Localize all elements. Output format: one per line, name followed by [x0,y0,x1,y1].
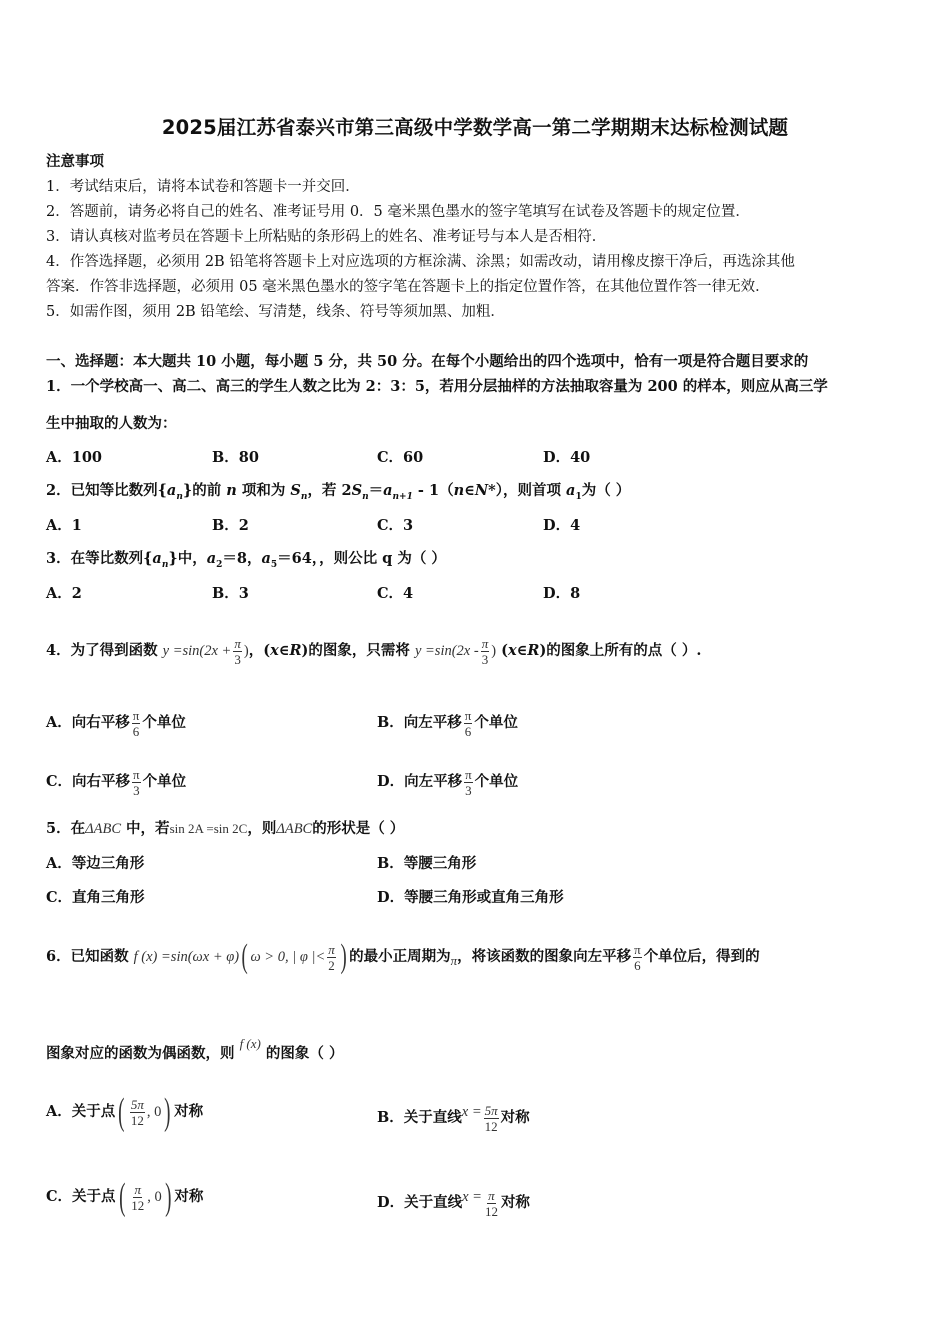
q4-var: x [507,642,517,659]
q5-math: ΔABC [276,821,313,837]
frac-num: π [488,1187,495,1203]
q3-sub: n [161,559,169,570]
q4-frac [233,636,242,667]
opt-paren: ) [164,1091,171,1133]
q1-option-c: C．60 [377,449,424,466]
frac-den: 6 [132,723,140,739]
frac-den: 3 [133,782,140,798]
frac-num: 5π [484,1102,498,1118]
opt-math: , 0 [146,1104,162,1120]
frac-den: 12 [130,1112,144,1128]
q5-seg: 的形状是（ ） [312,820,405,837]
opt-frac [130,1097,145,1128]
q2-seg: - 1（ [412,482,454,499]
q3-seg: ＝8， [222,550,262,567]
note-item: 答案．作答非选择题，必须用 05 毫米黑色墨水的签字笔在答题卡上的指定位置作答，在其他位置作答一律无效． [46,279,770,295]
frac-den: 3 [234,651,241,667]
question-2-text [46,481,630,507]
q3-var: a [152,550,162,567]
q4-formula: y =sin(2x + [162,643,232,659]
q6-option-b [377,1090,530,1140]
opt-paren: ( [118,1176,126,1218]
opt-frac [484,1103,499,1134]
q5-option-b: B．等腰三角形 [377,855,477,872]
note-item: 4．作答选择题，必须用 2B 铅笔将答题卡上对应选项的方框涂满、涂黑；如需改动，请用橡皮擦干净后，再选涂其他 [46,254,795,270]
q6-option-d [377,1175,530,1225]
frac-den: 12 [131,1197,145,1213]
q2-sub: n [300,491,308,502]
q2-seg: ＝ [368,482,384,499]
q2-sub: 1 [575,491,582,502]
q6-frac [327,942,336,973]
opt-math: , 0 [147,1189,162,1205]
opt-text: 对称 [174,1103,204,1120]
q4-seg: ∈ [278,642,290,659]
q2-var: S [290,482,301,499]
q2-var: n [453,482,465,499]
opt-frac [132,767,141,798]
opt-text: 对称 [500,1109,530,1126]
q5-option-d: D．等腰三角形或直角三角形 [377,889,564,906]
q4-paren: ) [243,643,249,659]
opt-text: D．向左平移 [377,773,463,790]
opt-text: A．关于点 [46,1103,116,1120]
opt-text: 对称 [500,1194,530,1211]
q4-var: R [527,642,540,659]
question-4-text: 4．为了得到函数 y =sin(2x + $\frac{\pi}{3}$ )，(x∈R)的图象，只需将 y =sin(2x - $\frac{\pi}{3}$ ) (x∈R)的图象上所有的点（ ）. [46,635,702,667]
q6-seg: ，将该函数的图象向左平移 [457,948,632,965]
q2-var: a [383,482,393,499]
q2-seg: 为（ ） [581,482,631,499]
opt-text: B．向左平移 [377,714,462,731]
frac-den: 3 [481,651,489,667]
note-item: 5．如需作图，须用 2B 铅笔绘、写清楚，线条、符号等须加黑、加粗． [46,304,505,320]
question-6-text [46,937,760,981]
q3-var: a [206,550,217,567]
q5-math: ΔABC [85,821,121,837]
q2-var: n [226,482,237,499]
q4-var: x [270,642,279,659]
frac-num: π [634,941,641,957]
frac-num: π [133,766,140,782]
q6-formula: f (x) =sin(ωx + φ) [133,949,240,965]
frac-den: 12 [484,1203,498,1219]
frac-den: 6 [634,957,641,973]
q5-seg: ，则 [247,820,277,837]
q2-seg: ，若 2 [307,482,352,499]
frac-num: π [134,1181,141,1197]
q1-option-b: B．80 [212,449,259,466]
q2-var: S [351,482,363,499]
opt-text: 个单位 [474,773,519,790]
q6-seg: 6．已知函数 [46,948,134,965]
q2-seg: 项和为 [236,482,291,499]
frac-den: 3 [465,782,472,798]
q3-option-b: B．3 [212,585,249,602]
note-item: 3．请认真核对监考员在答题卡上所粘贴的条形码上的姓名、准考证号与本人是否相符． [46,229,607,245]
opt-frac [464,767,473,798]
q4-seg: 4．为了得到函数 [46,642,163,659]
frac-num: π [465,766,472,782]
q4-seg: )的图象，只需将 [301,642,415,659]
q2-sub: n [362,491,369,502]
q4-paren: ) [491,643,497,659]
section-heading: 一、选择题：本大题共 10 小题，每小题 5 分，共 50 分。在每个小题给出的四个选项中，恰有一项是符合题目要求的 [46,353,809,370]
opt-paren: ) [164,1176,172,1218]
q2-option-c: C．3 [377,517,414,534]
notes-heading: 注意事项 [46,153,104,170]
q3-option-d: D．8 [543,585,581,602]
q5-seg: 中，若 [121,820,170,837]
frac-den: 12 [484,1118,498,1134]
opt-text: 个单位 [142,773,187,790]
opt-frac [132,708,141,739]
frac-num: π [234,635,241,651]
q6-condition: ω > 0, | φ |< [250,949,326,965]
q2-seg: }的前 [182,482,227,499]
q4-option-a [46,704,186,742]
opt-paren: ( [118,1091,125,1133]
question-6-text-cont [46,1024,343,1074]
q2-var: a [566,482,576,499]
q2-var: a [166,482,177,499]
q6-option-c [46,1175,203,1219]
q3-var: q [382,550,393,567]
q4-var: R [289,642,302,659]
note-item: 2．答题前，请务必将自己的姓名、准考证号用 0．5 毫米黑色墨水的签字笔填写在试卷及答题卡的规定位置． [46,204,750,220]
q3-var: a [261,550,271,567]
q6-seg: 图象对应的函数为偶函数，则 [46,1045,240,1062]
opt-text: D．关于直线 [377,1194,463,1211]
q4-formula: y =sin(2x - [414,643,479,659]
q3-option-c: C．4 [377,585,414,602]
frac-num: 5π [130,1096,144,1112]
q4-seg: ∈ [516,642,528,659]
opt-text: 个单位 [474,714,518,731]
opt-text: 个单位 [142,714,186,731]
q6-seg: 的图象（ ） [260,1045,344,1062]
q2-seg: ∈ [464,482,475,499]
note-item: 1．考试结束后，请将本试卷和答题卡一并交回． [46,179,360,195]
q5-math: sin 2A =sin 2C [169,821,248,836]
q4-option-c [46,763,186,801]
frac-den: 6 [464,723,472,739]
q4-seg: ，( [248,642,271,659]
opt-text: 对称 [174,1188,204,1205]
page-title: 2025届江苏省泰兴市第三高级中学数学高一第二学期期末达标检测试题 [161,116,789,139]
q6-fx: f (x) [239,1036,261,1051]
q1-option-d: D．40 [543,449,591,466]
q2-option-a: A．1 [46,517,82,534]
q4-option-b [377,704,518,742]
opt-math: x = [461,1104,482,1120]
q2-option-d: D．4 [543,517,581,534]
frac-den: 2 [328,957,335,973]
q6-seg: 个单位后，得到的 [643,948,760,965]
q6-option-a [46,1090,203,1134]
question-3-text [46,549,446,575]
q2-seg: 2．已知等比数列{ [46,482,167,499]
frac-num: π [132,707,140,723]
opt-text: C．关于点 [46,1188,116,1205]
question-1-text-cont: 生中抽取的人数为： [46,415,177,432]
q3-seg: ＝64，，则公比 [277,550,383,567]
frac-num: π [481,635,489,651]
q2-sub: n+1 [392,491,413,502]
question-1-text: 1．一个学校高一、高二、高三的学生人数之比为 2：3：5，若用分层抽样的方法抽取容量为 200 的样本，则应从高三学 [46,378,828,395]
opt-frac [464,708,473,739]
q6-period: π [450,953,458,968]
q3-seg: 3．在等比数列{ [46,550,153,567]
q1-option-a: A．100 [46,449,103,466]
q3-sub: 2 [216,559,223,570]
opt-frac [130,1182,145,1213]
q6-paren: ( [241,938,248,975]
frac-num: π [464,707,472,723]
q2-sub: n [176,491,183,502]
q3-seg: 为（ ） [392,550,446,567]
q5-seg: 5．在 [46,820,86,837]
q5-option-c: C．直角三角形 [46,889,145,906]
q5-option-a: A．等边三角形 [46,855,145,872]
opt-text: C．向右平移 [46,773,131,790]
question-5-text [46,819,404,839]
q3-seg: }中， [168,550,207,567]
q4-seg: )的图象上所有的点（ ）. [539,642,702,659]
q2-var: N* [474,482,496,499]
opt-math: x = [462,1189,482,1205]
q3-option-a: A．2 [46,585,82,602]
q6-frac [633,942,642,973]
opt-frac [484,1188,499,1219]
opt-text: B．关于直线 [377,1109,462,1126]
q4-option-d [377,763,518,801]
frac-num: π [328,941,335,957]
q6-seg: 的最小正周期为 [349,948,451,965]
opt-text: A．向右平移 [46,714,130,731]
q4-frac [481,636,490,667]
q3-sub: 5 [270,559,278,570]
q6-paren: ) [340,938,347,975]
q2-option-b: B．2 [212,517,249,534]
q2-seg: ），则首项 [495,482,567,499]
